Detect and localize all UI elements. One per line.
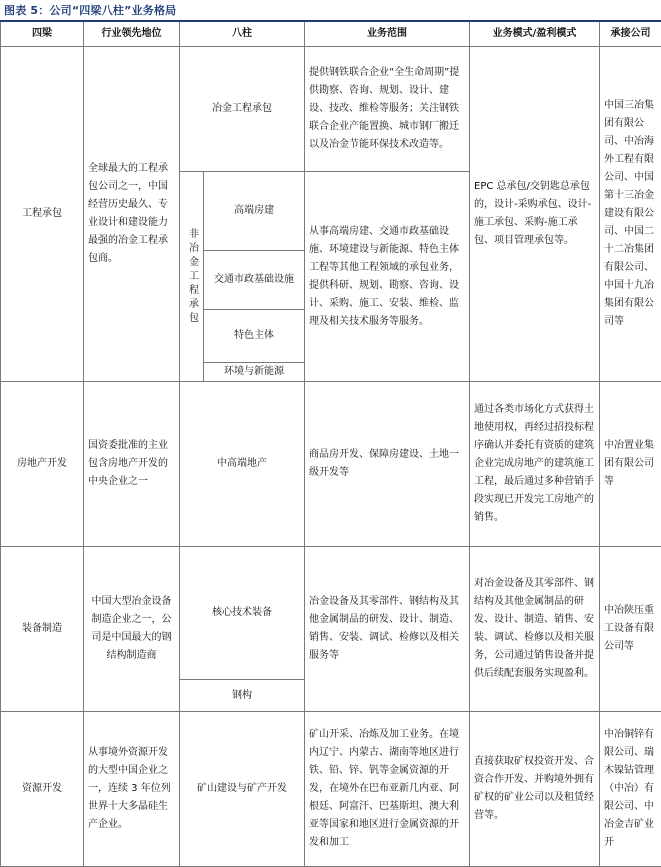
table-row [1,382,661,547]
companies-cell: 中冶置业集团有限公司等 [600,382,661,547]
pillar-cell: 冶金工程承包 [180,47,305,172]
beam-cell: 资源开发 [1,712,84,867]
pillar-cell: 交通市政基础设施 [204,251,305,310]
model-cell: 通过各类市场化方式获得土地使用权，再经过招投标程序确认并委托有资质的建筑企业完成房地产的建筑施工工程，最后通过多种营销手段实现已开发完工房地产的销售。 [470,382,600,547]
pillar-cell: 特色主体 [204,310,305,363]
table-row [1,712,661,867]
scope-cell: 冶金设备及其零部件、钢结构及其他金属制品的研发、设计、制造、销售、安装、调试、检修以及相关服务等 [305,547,470,712]
pillar-cell: 环境与新能源 [204,363,305,382]
scope-cell: 从事高端房建、交通市政基础设施、环境建设与新能源、特色主体工程等其他工程领域的承包业务，提供科研、规划、勘察、咨询、设计、采购、施工、安装、维检、监理及相关技术服务等服务。 [305,172,470,382]
model-cell: EPC 总承包/交钥匙总承包的，设计-采购承包、设计-施工承包、采购-施工承包、项目管理承包等。 [470,47,600,382]
position-cell: 全球最大的工程承包公司之一，中国经营历史最久、专业设计和建设能力最强的冶金工程承包商。 [84,47,180,382]
header-scope: 业务范围 [305,22,470,47]
header-beam: 四梁 [1,22,84,47]
non-metallurgy-label: 非冶金工程承包 [183,228,201,326]
table-row [1,47,661,172]
scope-cell: 商品房开发、保障房建设、土地一级开发等 [305,382,470,547]
pillar-cell: 钢构 [180,680,305,712]
position-cell: 中国大型冶金设备制造企业之一，公司是中国最大的钢结构制造商 [84,547,180,712]
beam-cell: 房地产开发 [1,382,84,547]
pillar-cell: 矿山建设与矿产开发 [180,712,305,867]
table-row [1,547,661,680]
header-position: 行业领先地位 [84,22,180,47]
companies-cell: 中冶陕压重工设备有限公司等 [600,547,661,712]
business-structure-table [0,22,661,867]
model-cell: 对冶金设备及其零部件、钢结构及其他金属制品的研发、设计、制造、销售、安装、调试、检修以及相关服务，公司通过销售设备并提供后续配套服务实现盈利。 [470,547,600,712]
position-cell: 国资委批准的主业包含房地产开发的中央企业之一 [84,382,180,547]
figure-title: 图表 5：公司“四梁八柱”业务格局 [4,2,176,18]
scope-cell: 提供钢铁联合企业“全生命周期”提供勘察、咨询、规划、设计、建设、技改、维检等服务；关注钢铁联合企业产能置换、城市钢厂搬迁以及冶金节能环保技术改造等。 [305,47,470,172]
pillar-cell: 核心技术装备 [180,547,305,680]
pillar-cell: 中高端地产 [180,382,305,547]
header-row [1,22,661,47]
scope-cell: 矿山开采、冶炼及加工业务。在境内辽宁、内蒙古、湖南等地区进行铁、铅、锌、钒等金属资源的开发，在境外在巴布亚新几内亚、阿根廷、阿富汗、巴基斯坦、澳大利亚等国家和地区进行金属资源的开发和加工 [305,712,470,867]
header-companies: 承接公司 [600,22,661,47]
position-cell: 从事境外资源开发的大型中国企业之一，连续 3 年位列世界十大多晶硅生产企业。 [84,712,180,867]
beam-cell: 装备制造 [1,547,84,712]
non-metallurgy-label-cell [180,172,204,382]
pillar-cell: 高端房建 [204,172,305,251]
model-cell: 直接获取矿权投资开发、合资合作开发、并购境外拥有矿权的矿业公司以及租赁经营等。 [470,712,600,867]
companies-cell: 中冶铜锌有限公司、瑞木镍钴管理（中冶）有限公司、中冶金吉矿业开 [600,712,661,867]
header-pillar: 八柱 [180,22,305,47]
header-model: 业务模式/盈利模式 [470,22,600,47]
beam-cell: 工程承包 [1,47,84,382]
companies-cell: 中国三冶集团有限公司、中冶海外工程有限公司、中国第十三冶金建设有限公司、中国二十二冶集团有限公司、中国十九冶集团有限公司等 [600,47,661,382]
